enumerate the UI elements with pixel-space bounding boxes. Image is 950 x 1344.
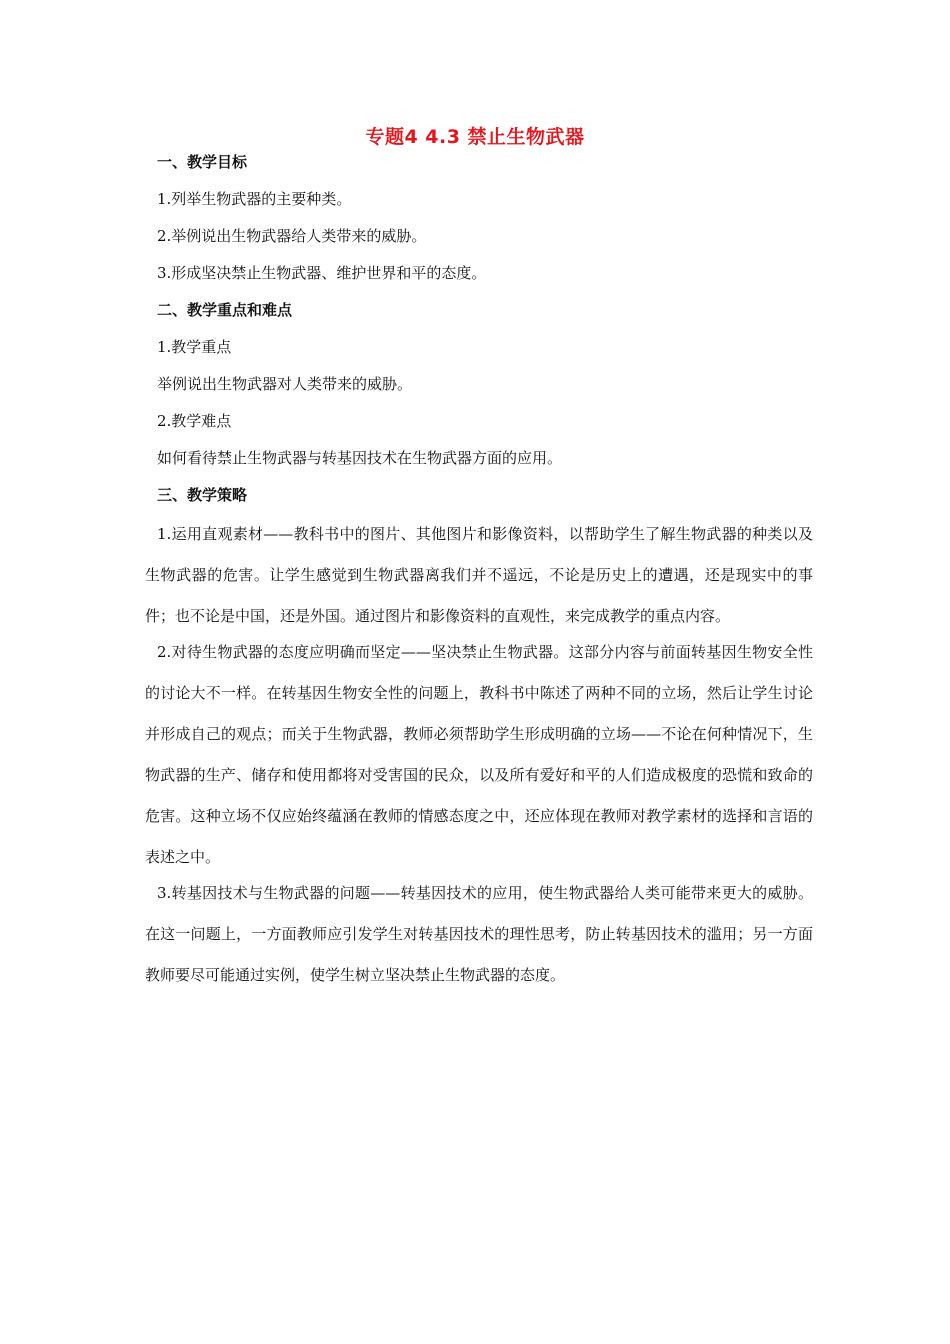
objective-item-2: 2.举例说出生物武器给人类带来的威胁。	[157, 227, 427, 245]
key-point-label: 1.教学重点	[157, 338, 232, 356]
document-title: 专题4 4.3 禁止生物武器	[365, 126, 585, 148]
difficulty-label: 2.教学难点	[157, 412, 232, 430]
strategy-paragraph-2: 2.对待生物武器的态度应明确而坚定——坚决禁止生物武器。这部分内容与前面转基因生物安全性的讨论大不一样。在转基因生物安全性的问题上，教科书中陈述了两种不同的立场，然后让学生讨论并形成自己的观点；而关于生物武器，教师必须帮助学生形成明确的立场——不论在何种情况下，生物武器的生产、储存和使用都将对受害国的民众，以及所有爱好和平的人们造成极度的恐慌和致命的危害。这种立场不仅应始终蕴涵在教师的情感态度之中，还应体现在教师对教学素材的选择和言语的表述之中。	[145, 643, 813, 866]
strategy-paragraph-1: 1.运用直观素材——教科书中的图片、其他图片和影像资料，以帮助学生了解生物武器的种类以及生物武器的危害。让学生感觉到生物武器离我们并不遥远，不论是历史上的遭遇，还是现实中的事件；也不论是中国，还是外国。通过图片和影像资料的直观性，来完成教学的重点内容。	[145, 525, 813, 625]
objective-item-1: 1.列举生物武器的主要种类。	[157, 190, 352, 208]
document-body	[145, 150, 813, 997]
section-heading-objectives: 一、教学目标	[157, 153, 248, 171]
section-heading-strategies: 三、教学策略	[157, 486, 248, 504]
strategy-paragraph-3: 3.转基因技术与生物武器的问题——转基因技术的应用，使生物武器给人类可能带来更大的威胁。在这一问题上，一方面教师应引发学生对转基因技术的理性思考，防止转基因技术的滥用；另一方面教师要尽可能通过实例，使学生树立坚决禁止生物武器的态度。	[145, 884, 813, 984]
objective-item-3: 3.形成坚决禁止生物武器、维护世界和平的态度。	[157, 264, 487, 282]
key-point-text: 举例说出生物武器对人类带来的威胁。	[157, 375, 413, 393]
section-heading-key-points: 二、教学重点和难点	[157, 301, 293, 319]
difficulty-text: 如何看待禁止生物武器与转基因技术在生物武器方面的应用。	[157, 449, 563, 467]
